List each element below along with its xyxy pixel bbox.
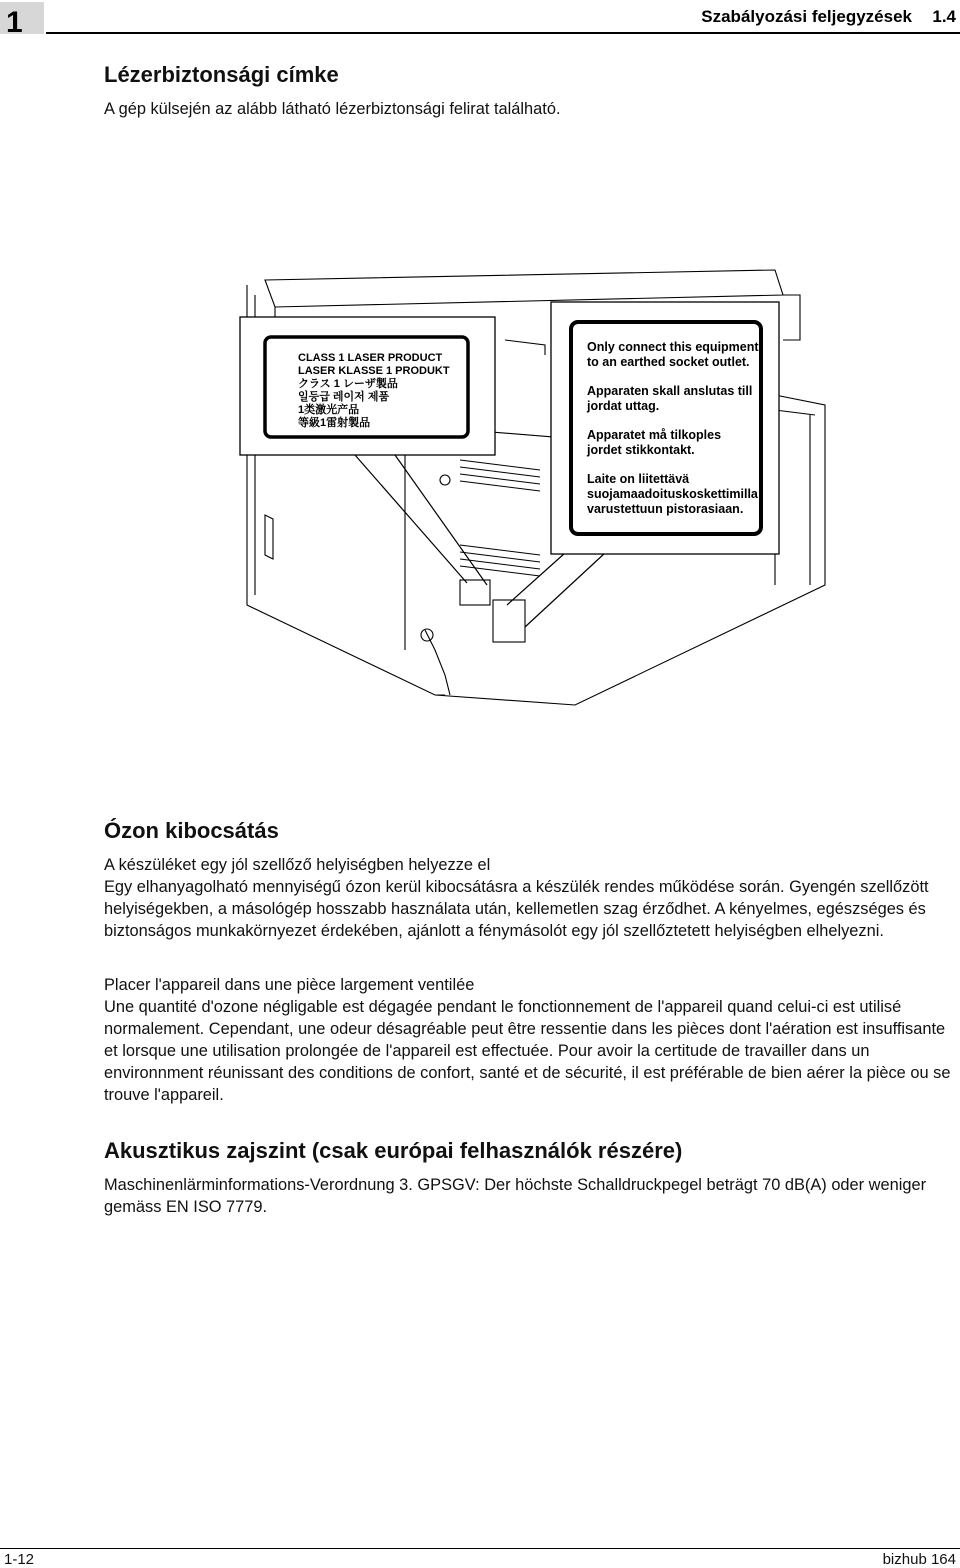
laser-heading: Lézerbiztonsági címke xyxy=(104,62,339,87)
ozone-hu-text: Egy elhanyagolható mennyiségű ózon kerül kibocsátásra a készülék rendes működése során. Gyengén szellőzött helyiségekben, a másológép hosszabb használata után, kellemetlen szag érződhet. A kényelmes, egészséges és biztonságos munkakörnyezet érdekében, ajánlott a fénymásolót egy jól szellőztetett helyiségben elhelyezni. xyxy=(104,878,929,940)
chapter-number: 1 xyxy=(6,6,23,39)
laser-label-line: クラス 1 レーザ製品 xyxy=(298,378,398,390)
laser-label-line: LASER KLASSE 1 PRODUKT xyxy=(298,365,450,377)
earth-label-line: Apparatet må tilkoples xyxy=(587,428,722,442)
earth-label-line: Only connect this equipment xyxy=(587,340,759,354)
laser-label-line: 일등급 레이저 제품 xyxy=(298,391,390,403)
noise-text: Maschinenlärminformations-Verordnung 3. GPSGV: Der höchste Schalldruckpegel beträgt 70 dB(A) oder weniger gemäss EN ISO 7779. xyxy=(104,1176,927,1216)
ozone-hu-title: A készüléket egy jól szellőző helyiségben helyezze el xyxy=(104,856,491,874)
earth-label-line: varustettuun pistorasiaan. xyxy=(587,502,744,516)
chapter-tab xyxy=(0,2,44,39)
product-name: bizhub 164 xyxy=(882,1551,956,1568)
header-rule xyxy=(46,32,960,34)
earth-label-line: Laite on liitettävä xyxy=(587,472,690,486)
earth-label-line: jordat uttag. xyxy=(587,399,660,413)
laser-label-line: 1类激光产品 xyxy=(298,404,360,416)
earth-label-line: Apparaten skall anslutas till xyxy=(587,384,753,398)
noise-heading: Akusztikus zajszint (csak európai felhasználók részére) xyxy=(104,1138,683,1163)
running-title: Szabályozási feljegyzések xyxy=(701,7,912,26)
section-number: 1.4 xyxy=(932,7,956,26)
ozone-fr-text: Une quantité d'ozone négligable est dégagée pendant le fonctionnement de l'appareil quand celui-ci est utilisé normalement. Cependant, une odeur désagréable peut être ressentie dans les pièces dont l'aération est insuffisante et lorsque une utilisation prolongée de l'appareil est effectuée. Pour avoir la certitude de travailler dans un environnment réunissant des conditions de confort, santé et de sécurité, il est préférable de bien aérer la pièce ou se trouve l'appareil. xyxy=(104,998,951,1104)
machine-illustration xyxy=(235,255,835,725)
ozone-heading: Ózon kibocsátás xyxy=(104,818,279,843)
page-number: 1-12 xyxy=(4,1551,35,1568)
laser-intro: A gép külsején az alább látható lézerbiztonsági felirat található. xyxy=(104,100,561,118)
laser-label-line: CLASS 1 LASER PRODUCT xyxy=(298,352,443,364)
earth-label-line: suojamaadoituskoskettimilla xyxy=(587,487,758,501)
machine-figure xyxy=(235,255,835,725)
earth-label-line: to an earthed socket outlet. xyxy=(587,355,750,369)
laser-label-line: 等級1雷射製品 xyxy=(298,417,371,429)
ozone-fr-title: Placer l'appareil dans une pièce largement ventilée xyxy=(104,976,475,994)
footer-rule xyxy=(0,1548,960,1549)
earth-label-line: jordet stikkontakt. xyxy=(587,443,695,457)
